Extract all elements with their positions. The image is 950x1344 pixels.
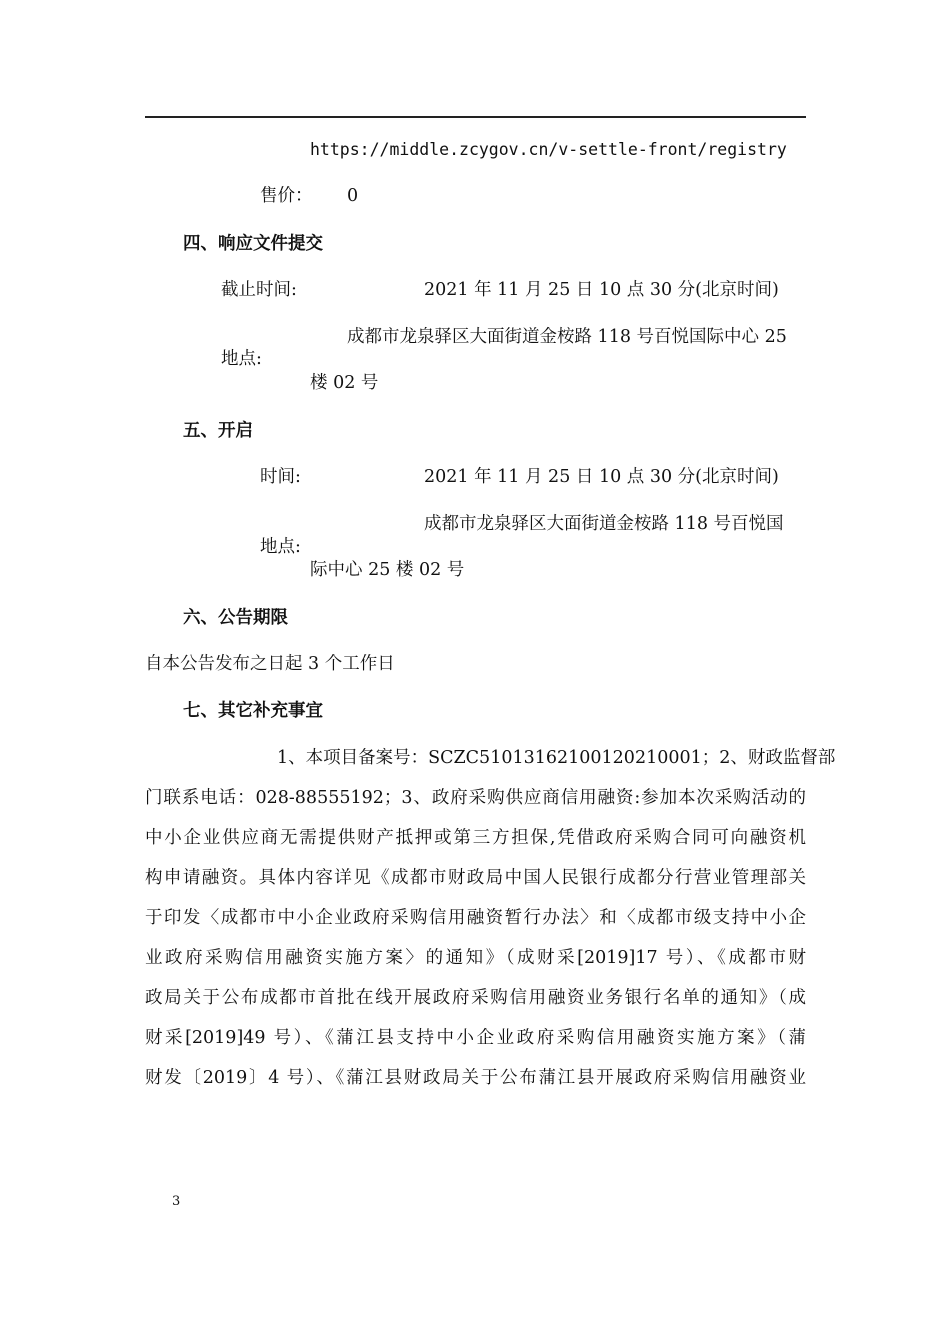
submit-location-line2: 楼 02 号	[310, 373, 379, 393]
paragraph-line: 于印发〈成都市中小企业政府采购信用融资暂行办法〉和〈成都市级支持中小企	[145, 908, 806, 928]
paragraph-line: 财采[2019]49 号）、《蒲江县支持中小企业政府采购信用融资实施方案》（蒲	[145, 1028, 806, 1048]
submit-location-label: 地点:	[221, 349, 262, 369]
price-value: 0	[347, 186, 359, 206]
deadline-value: 2021 年 11 月 25 日 10 点 30 分(北京时间)	[424, 280, 779, 300]
header-rule	[145, 116, 806, 118]
paragraph-line: 1、本项目备案号：SCZC51013162100120210001；2、财政监督部	[277, 748, 836, 768]
open-time-label: 时间:	[260, 467, 301, 487]
section-4-heading: 四、响应文件提交	[183, 234, 323, 254]
price-label: 售价：	[260, 186, 313, 206]
paragraph-line: 财发〔2019〕4 号）、《蒲江县财政局关于公布蒲江县开展政府采购信用融资业	[145, 1068, 806, 1088]
open-location-line2: 际中心 25 楼 02 号	[310, 560, 465, 580]
open-time-value: 2021 年 11 月 25 日 10 点 30 分(北京时间)	[424, 467, 779, 487]
open-location-label: 地点:	[260, 537, 301, 557]
open-location-line1: 成都市龙泉驿区大面街道金桉路 118 号百悦国	[424, 514, 784, 534]
paragraph-line: 构申请融资。具体内容详见《成都市财政局中国人民银行成都分行营业管理部关	[145, 868, 806, 888]
page-number: 3	[172, 1194, 181, 1209]
section-7-heading: 七、其它补充事宜	[183, 701, 323, 721]
registry-url: https://middle.zcygov.cn/v-settle-front/registry	[310, 140, 787, 159]
section-6-heading: 六、公告期限	[183, 608, 288, 628]
submit-location-line1: 成都市龙泉驿区大面街道金桉路 118 号百悦国际中心 25	[347, 327, 787, 347]
paragraph-line: 业政府采购信用融资实施方案〉的通知》（成财采[2019]17 号）、《成都市财	[145, 948, 806, 968]
notice-period-text: 自本公告发布之日起 3 个工作日	[145, 654, 395, 674]
deadline-label: 截止时间:	[221, 280, 297, 300]
supplementary-paragraph	[145, 745, 836, 1105]
section-5-heading: 五、开启	[183, 421, 253, 441]
paragraph-line: 门联系电话：028-88555192；3、政府采购供应商信用融资:参加本次采购活动的	[145, 788, 806, 808]
paragraph-line: 中小企业供应商无需提供财产抵押或第三方担保,凭借政府采购合同可向融资机	[145, 828, 806, 848]
paragraph-line: 政局关于公布成都市首批在线开展政府采购信用融资业务银行名单的通知》（成	[145, 988, 806, 1008]
